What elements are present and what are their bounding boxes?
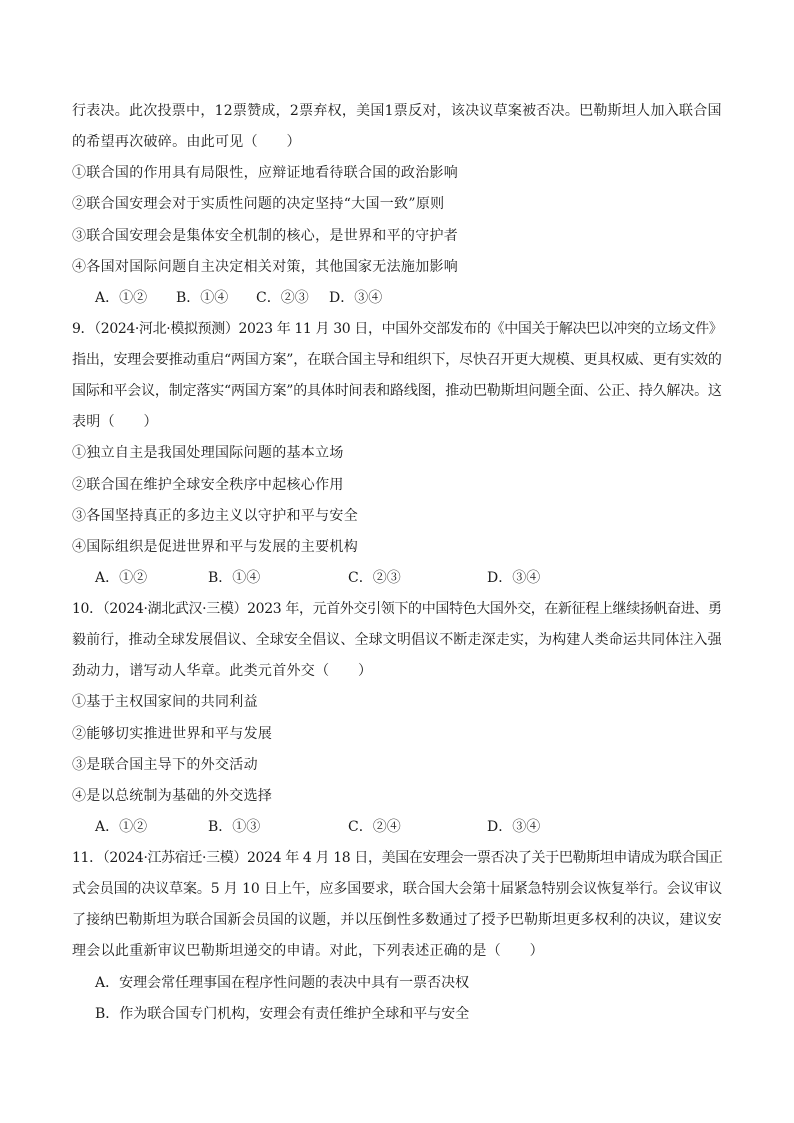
q11-stem-line-4: 理会以此重新审议巴勒斯坦递交的申请。对此，下列表述正确的是（ ）	[72, 943, 544, 959]
q10-item-3: ③是联合国主导下的外交活动	[72, 757, 258, 773]
q10-item-2: ②能够切实推进世界和平与发展	[72, 726, 273, 742]
q8-item-4: ④各国对国际问题自主决定相关对策，其他国家无法施加影响	[72, 259, 459, 275]
q9-option-a: A．①②	[95, 570, 148, 586]
q8-option-c: C．②③	[256, 290, 309, 306]
q8-option-b: B．①④	[176, 290, 229, 306]
q8-option-d: D．③④	[329, 290, 383, 306]
q8-item-2: ②联合国安理会对于实质性问题的决定坚持“大国一致”原则	[72, 196, 445, 212]
q9-stem-line-3: 国际和平会议，制定落实“两国方案”的具体时间表和路线图，推动巴勒斯坦问题全面、公正、持久解决。这	[72, 383, 722, 399]
q9-item-3: ③各国坚持真正的多边主义以守护和平与安全	[72, 508, 358, 524]
q11-stem-line-3: 了接纳巴勒斯坦为联合国新会员国的议题，并以压倒性多数通过了授予巴勒斯坦更多权利的决议，建议安	[72, 912, 722, 928]
q10-option-a: A．①②	[95, 819, 148, 835]
q8-item-1: ①联合国的作用具有局限性，应辩证地看待联合国的政治影响	[72, 165, 459, 181]
q9-item-4: ④国际组织是促进世界和平与发展的主要机构	[72, 539, 358, 555]
q10-option-c: C．②④	[348, 819, 401, 835]
q10-option-d: D．③④	[487, 819, 541, 835]
q11-stem-line-1: 11．（2024·江苏宿迁·三模）2024 年 4 月 18 日，美国在安理会一票否决了关于巴勒斯坦申请成为联合国正	[72, 850, 723, 866]
q9-stem-line-4: 表明（ ）	[72, 414, 158, 430]
q9-option-d: D．③④	[487, 570, 541, 586]
q8-stem-line-2: 的希望再次破碎。由此可见（ ）	[72, 134, 301, 150]
q9-stem-line-2: 指出，安理会要推动重启“两国方案”，在联合国主导和组织下，尽快召开更大规模、更具权威、更有实效的	[72, 352, 722, 368]
q11-option-a: A．安理会常任理事国在程序性问题的表决中具有一票否决权	[95, 975, 470, 991]
q10-option-b: B．①③	[208, 819, 261, 835]
q8-option-a: A．①②	[95, 290, 148, 306]
q9-item-1: ①独立自主是我国处理国际问题的基本立场	[72, 445, 344, 461]
q11-stem-line-2: 式会员国的决议草案。5 月 10 日上午，应多国要求，联合国大会第十届紧急特别会议恢复举行。会议审议	[72, 881, 723, 897]
q10-item-4: ④是以总统制为基础的外交选择	[72, 788, 273, 804]
q10-stem-line-1: 10．（2024·湖北武汉·三模）2023 年，元首外交引领下的中国特色大国外交，在新征程上继续扬帆奋进、勇	[72, 601, 722, 617]
q9-option-b: B．①④	[208, 570, 261, 586]
q10-item-1: ①基于主权国家间的共同利益	[72, 694, 258, 710]
q8-item-3: ③联合国安理会是集体安全机制的核心，是世界和平的守护者	[72, 228, 459, 244]
q8-stem-line-1: 行表决。此次投票中，12票赞成，2票弃权，美国1票反对，该决议草案被否决。巴勒斯坦人加入联合国	[72, 103, 722, 119]
q9-stem-line-1: 9．（2024·河北·模拟预测）2023 年 11 月 30 日，中国外交部发布的《中国关于解决巴以冲突的立场文件》	[72, 321, 723, 337]
q10-stem-line-3: 劲动力，谱写动人华章。此类元首外交（ ）	[72, 663, 373, 679]
q9-item-2: ②联合国在维护全球安全秩序中起核心作用	[72, 477, 344, 493]
q9-option-c: C．②③	[348, 570, 401, 586]
q11-option-b: B．作为联合国专门机构，安理会有责任维护全球和平与安全	[95, 1006, 470, 1022]
q10-stem-line-2: 毅前行，推动全球发展倡议、全球安全倡议、全球文明倡议不断走深走实，为构建人类命运共同体注入强	[72, 632, 722, 648]
